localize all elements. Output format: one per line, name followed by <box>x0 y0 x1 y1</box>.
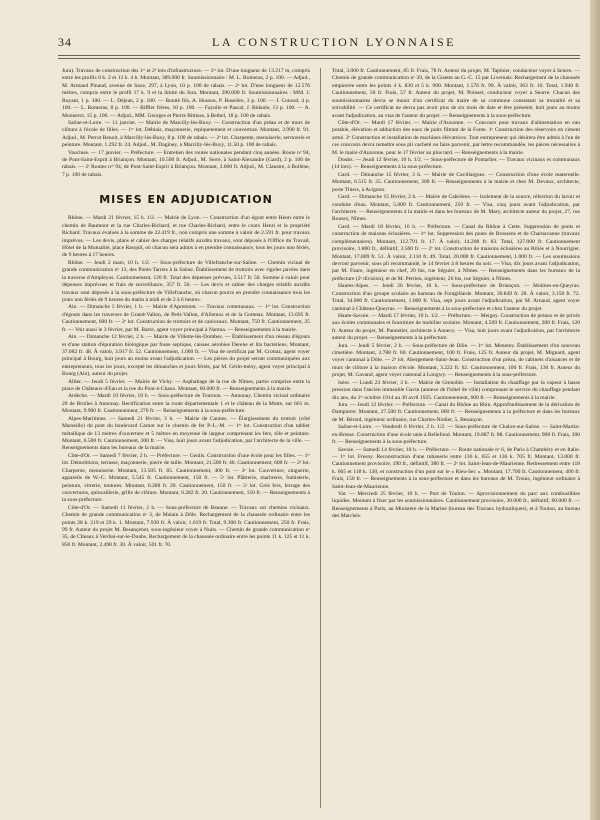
paragraph: Côte-d'Or. — Samedi 11 février, 2 h. — Sous-préfecture de Beaune. — Travaux sur chemins vicinaux. Chemin de grande communication nᵒ 3, de Malain à Dôle. Rechargement de la chaussée ordinaire entre les points 28 k. 219 et 29 k. 1. Montant, 7.930 fr. À valoir, 1.019 fr. Total, 9.300 fr. Cautionnement, 250 fr. Frais, 99 fr. Auteur du projet M. Besançenot, sous-ingénieur voyer à Nuits. — Chemin de grande communication nᵒ 35, de Cîteaux à Verdun-sur-le-Doubs. Rechargement de la chaussée ordinaire entre les points 11 k. 125 et 11 k. 850 fr. Montant, 2.498 fr. 30. À valoir, 501 fr. 70. <box>62 504 310 548</box>
paragraph: Gard. — Mardi 18 février, 10 h. — Préfecture. — Canal du Rhône à Cette. Suppression de ponts et construction de maisons éclusières. — 1ᵉʳ lot. Suppression des ponts de Brossens et de Charnavanne (travaux complémentaires). Montant, 112.791 fr. 17. À valoir, 14.208 fr. 83. Total, 127.000 fr. Cautionnement provisoire, 1.800 fr., définitif, 3.500 fr. — 2ᵉ lot. Construction de maisons éclusières au Riliès et à Nourrigier. Montant, 17.889 fr. 51. À valoir, 2.110 fr. 49. Total, 20.000 fr. Cautionnement, 1.000 fr. — Les soumissions devront parvenir, sous pli recommandé, le 14 février à 8 heures du soir. — Visa, dix jours avant l'adjudication, par M. Faure, ingénieur en chef, 20 bis, rue Séguier, à Nîmes. — Renseignements dans les bureaux de la préfecture (2ᵉ division), et de M. Perrieu, ingénieur, 26 bis, rue Séguier, à Nîmes. <box>332 223 580 282</box>
paragraph: Saône-et-Loire. — 11 janvier. — Mairie de Marcilly-lès-Buxy. — Construction d'un préau et de murs de clôture à l'école de filles. — 1ᵉʳ lot. Déblais, maçonnerie, repiquetement et couverture. Montant, 3.990 fr. 91. Adjud., M. Perrot Benoit, à Marcilly-lès-Buxy, 8 p. 100 de rabais. — 2ᵉ lot. Charpente, menuiserie, serrurerie et peinture. Montant, 1.292 fr. 24. Adjud., M. Daginey, à Marcilly-lès-Buxy, 11.50 p. 100 de rabais. <box>62 119 310 149</box>
paragraph: Gard. — Dimanche 15 février, 2 h. — Mairie de Cabrières. — Isolement de la source, réfection du lavoir et conduite d'eau. Montant, 5.000 fr. Cautionnement, 250 fr. — Visa, cinq jours avant l'adjudication, par l'architecte. — Renseignements à la mairie et dans les bureaux de M. Mary, architecte auteur du projet, 27, rue Rousey, Nîmes. <box>332 194 580 223</box>
paragraph: Doubs. — Jeudi 12 février, 10 h. 1/2. — Sous-préfecture de Pontarlier. — Travaux vicinaux et communaux (14 lots). — Renseignements à la sous-préfecture. <box>332 157 580 171</box>
paragraph: Gard. — Dimanche 15 février, 3 h. — Mairie de Cavillargues. — Construction d'une école maternelle. Montant, 6.515 fr. 35. Cautionnement, 300 fr. — Renseignements à la mairie et chez M. Devaux, architecte, porte Thiers, à Avignon. <box>332 171 580 193</box>
paragraph: Var. — Mercredi 25 février, 10 h. — Port de Toulon. — Aprovisionnement du parc aux combustibles liquides. Montant à fixer par les soumissionnaires. Cautionnement provisoire, 30.000 fr., définitif, 60.000 fr. — Renseignements à Paris, au Ministère de la Marine (bureau des Travaux hydrauliques), et à Toulon, au bureau des Marchés. <box>332 491 580 520</box>
paragraph: Vaucluse. — 17 janvier. — Préfecture. — Entretien des routes nationales pendant cinq années. Route nᵒ 94, de Pont-Saint-Esprit à Briançon. Montant, 10.500 fr. Adjud., M. Serre, à Saint-Alexandre (Gard), 2 p. 100 de rabais. — 2ᵉ Routes nᵒˢ 94, de Pont-Saint-Esprit à Briançon. Montant, 3.800 fr. Adjud., M. Claustre, à Bollène, 7 p. 100 de rabais. <box>62 149 310 178</box>
page-header <box>58 33 578 53</box>
page-number: 34 <box>58 35 72 49</box>
paragraph: Jura. — Jeudi 12 février. — Préfecture. — Canal du Rhône au Rhin. Approfondissement de la dérivation de Dampierre. Montant, 27.500 fr. Cautionnement, 800 fr. — Renseignements à la préfecture et dans les bureaux de M. Bérard, ingénieur ordinaire, rue Charles-Nodier, 5, Besançon. <box>332 401 580 423</box>
paragraph: Savoie. — Samedi 14 février, 10 h. — Préfecture. — Route nationale nᵒ 6, de Paris à Chambéry et en Italie. — 1ᵉʳ lot. Fresny. Reconstruction d'une rubanerie entre 136 k. 655 et 136 k. 705 fr. Montant, 13.000 fr. Cautionnement provisoire, 190 fr., définitif, 380 fr. — 2ᵉ lot. Saint-Jean-de-Maurienne. Redressement entre 118 k. 665 et 118 k. 130, et construction d'un pont sur le « Rieu-Sec ». Montant, 17.700 fr. Cautionnement, 400 fr. Frais, 150 fr. — Renseignements à la sous-préfecture et dans les bureaux de M. Trouis, ingénieur ordinaire à Saint-Jean-de-Maurienne. <box>332 446 580 490</box>
paragraph: Côte-d'Or. — Mardi 17 février. — Mairie d'Auxonne. — Concours pour travaux d'alimentation en eau potable, élévation et adduction des eaux de puits filtrant de la Fonte. 1ᵒ Construction des réservoirs en ciment armé. 2ᵒ Construction et installation de machines élévatrices. Tout entrepreneur qui désirera être admis à l'un de ces concours devra remettre sous pli cacheté ou faire parvenir, par lettre recommandée, les pièces nécessaires à M. le maire d'Auxonne, pour le 17 février au plus tard. — Renseignements à la mairie. <box>332 119 580 156</box>
paragraph: Isère. — Lundi 23 février, 3 h. — Mairie de Grenoble. — Installation du chauffage par la vapeur à basse pression dans l'ancien immeuble Gavin (annexe de l'hôtel de ville) comprenant le service du chauffage pendant dix ans, du 1ᵉʳ octobre 1914 au 30 avril 1925. Cautionnement, 600 fr. — Renseignements à la mairie. <box>332 379 580 401</box>
running-title: LA CONSTRUCTION LYONNAISE <box>212 35 456 49</box>
header-rule-double <box>58 58 580 59</box>
paragraph: Allier. — Jeudi 5 février. — Mairie de Vichy. — Asphaltage de la rue de Nîmes, partie comprise entre la place de Châteaux-d'Eau et la rue du Pont-à-Chaux. Montant, 60.000 fr. — Renseignements à la mairie. <box>62 378 310 393</box>
page-gutter-shadow <box>590 0 600 820</box>
paragraph: Saône-et-Loire. — Vendredi 6 février, 2 h. 1/2. — Sous-préfecture de Chalon-sur-Saône. — Saint-Martin-en-Bresse. Construction d'une école unie à Bellefond. Montant, 19.887 fr. 88. Cautionnement, 900 fr. Frais, 300 fr. — Renseignements à la sous-préfecture. <box>332 424 580 446</box>
paragraph: Ardèche. — Mardi 10 février, 10 h. — Sous-préfecture de Tournon. — Annonay. Chemin vicinal ordinaire 20 de Brolles à Annonay. Rectification entre la route départementale 1 et le château de la Motte, sur 661 m. Montant, 9.900 fr. Cautionnement, 270 fr. — Renseignements à la sous-préfecture. <box>62 393 310 415</box>
paragraph: Alpes-Maritimes. — Samedi 21 février, 3 h. — Mairie de Cannes. — Élargissement du trottoir (côté Marseille) du pont du boulevard Carnot sur le chemin de fer P.-L.-M. — 1ᵉʳ lot. Construction d'un tablier métallique de 13 mètres d'ouverture et 5 mètres en moyenne de largeur comprenant les fers, tôle et peinture. Montant, 6.500 fr. Cautionnement, 300 fr. — Visa, huit jours avant l'adjudication, par l'architecte de la ville. — Renseignements dans les bureaux de la mairie. <box>62 415 310 452</box>
paragraph: Ain. — Dimanche 12 février, 2 h. — Mairie de Villette-lès-Dombes. — Établissement d'un réseau d'égouts et d'une station d'épuration biologique par fosse septique, caisses aérobies Derene et lits bactériens. Montant, 37.082 fr. 48. À valoir, 3.917 fr. 52. Cautionnement, 1.000 fr. — Visa de certificat par M. Crottaz, agent voyer principal à Bourg, huit jours au moins avant l'adjudication. — Les pièces du projet seront communiquées aux entrepreneurs, tous les jours, excepté les dimanches et jours fériés, par M. Gérin-mény, agent voyer principal à Bourg (Ain), auteur du projet. <box>62 334 310 378</box>
paragraph: Jura. — Jeudi 5 février, 2 h. — Sous-préfecture de Dôle. — 1ᵉʳ lot. Menotey. Établissement d'un nouveau cimetière. Montant, 3.788 fr. 60. Cautionnement, 100 fr. Frais, 125 fr. Auteur du projet, M. Mignard, agent voyer cantonal à Dôle. — 2ᵉ lot. Abergement-Saint-Jean. Construction d'un préau, de cabinets d'aisances et de murs de clôture à la maison d'école. Montant, 3.222 fr. 62. Cautionnement, 100 fr. Frais, 130 fr. Auteur du projet, M. Gavand, agent voyer cantonal à Longwy. — Renseignements à la sous-préfecture. <box>332 342 580 379</box>
header-rule <box>58 55 580 56</box>
paragraph: Côte-d'Or. — Samedi 7 février, 2 h. — Préfecture. — Genlis. Construction d'une école pour les filles. — 1ᵉʳ lot. Démolitions, terrasse, maçonnerie, pierre de taille. Montant, 21.500 fr. 40. Cautionnement, 600 fr. — 2ᵉ lot. Charpente, menuiserie. Montant, 13.505 fr. 85. Cautionnement, 400 fr. — 3ᵉ lot. Couverture, zinguerie, appareils de W.-C. Montant, 5.545 fr. Cautionnement, 150 fr. — 5ᵉ lot. Plâtrerie, marbrerie, fumisterie, peinture, vitrerie, tentures. Montant, 6.288 fr. 20. Cautionnement, 150 fr. — 5ᵉ lot. Grès fers, ferrage des couvertures, quincaillerie, grille de clôture. Montant, 6.282 fr. 20. Cautionnement, 150 fr. — Renseignements à la sous-préfecture. <box>62 452 310 504</box>
right-column <box>332 68 580 808</box>
section-title: MISES EN ADJUDICATION <box>99 193 273 207</box>
paragraph: Jura). Travaux de construction des 1ᵉʳ et 2ᵉ lots d'infrastructure. — 1ᵉʳ lot. D'une longueur de 13.217 m, compris entre les profils 0 k. 2 et 13 k. 4 h. Montant, 389.000 fr. Soumissionnaire : M. L. Romeras, 2 p. 100. — Adjud., M. Armand Pinaud, avenue de Saxe, 297, à Lyon, 10 p. 100 de rabais. — 2ᵉ lot. D'une longueur de 12.576 mètres, compris entre le profil 17 k. 9 et la limite du Jura. Montant, 290.000 fr. Soumissionnaires : MM. J. Ruyant, 1 p. 100. — L. Déjean, 2 p. 100. — Bouttè fils, A. Husson, P. Bussière, 3 p. 100. — J. Conord, 4 p. 100. — L. Romeras, 8 p. 100. — Biffler frères, 10 p. 100. — Fayolle et Pascal, J. Bidaule, 13 p. 100. — A. Monnerot, 15 p. 100. — Adjud., MM. Georges et Pierre Bittisse, à Bethel, 18 p. 100 de rabais. <box>62 68 310 119</box>
column-divider <box>320 68 321 808</box>
left-column <box>62 68 310 808</box>
paragraph: Ain. — Dimanche 5 février, 1 h. — Mairie d'Apremont. — Travaux communaux. — 1ᵉʳ lot. Construction d'égouts dans les traverses de Grand-Vallon, de Petit-Vallon, d'Allemoz et de la Gottetaz. Montant, 13.695 fr. Cautionnement, 600 fr. — 2ᵉ lot. Construction de trottoirs et de caniveaux. Montant, 750 fr. Cautionnement, 25 fr. — Voir aussi le 3 février, par M. Barre, agent voyer principal à Nantua. — Renseignements à la mairie. <box>62 304 310 333</box>
paragraph: Hautes-Alpes. — Jeudi 26 février, 10 h. — Sous-préfecture de Briançon. — Molines-en-Queyras. Construction d'un groupe scolaire au hameau de Fontgillarde. Montant, 30.849 fr. 28. À valoir, 3.150 fr. 72. Total, 34.000 fr. Cautionnement, 1.000 fr. Visa, sept jours avant l'adjudication, par M. Arnaud, agent voyer cantonal à Château-Queyras. — Renseignements à la sous-préfecture et chez l'auteur du projet. <box>332 283 580 312</box>
paragraph: Haute-Savoie. — Mardi 17 février, 10 h. 1/2. — Préfecture. — Meigny. Construction de préaux et de privés aux écoles communales et fourniture de mobilier scolaire. Montant, 4.509 fr. Cautionnement, 200 fr. Frais, 120 fr. Auteur du projet, M. Pannetier, architecte à Annecy. — Visa, huit jours avant l'adjudication, par l'architecte auteur du projet. — Renseignements à la préfecture. <box>332 312 580 342</box>
paragraph: Rhône. — Jeudi 2 mars, 10 h. 1/2. — Sous-préfecture de Villefranche-sur-Saône. — Chemin vicinal de grande communication nᵒ 13, des Ponts-Tarrets à la Saône. Établissement de trottoirs avec rigoles pavées dans la traverse d'Ampleyus. Cautionnement, 120 fr. Total des dépenses prévues, 3.517 fr. 50. Somme à valoir pour dépenses imprévues et frais de surveillance, 357 fr. 50. — Les devis et cahier des charges relatifs auxdits travaux sont déposés à la sous-préfecture de Villefranche, où chacun pourra en prendre connaissance tous les jours non fériés de 9 heures du matin à midi et de 2 à 6 heures. <box>62 259 310 303</box>
paragraph: Rhône. — Mardi 21 février, 15 h. 1/2. — Mairie de Lyon. — Construction d'un égout entre Henri entre le chemin de Baumont et la rue Charles-Richard, et rue Charles-Richard, entre le cours Henri et la propriété Richard. Travaux évalués à la somme de 22.419 fr., non compris une somme à valoir de 2.591 fr. pour travaux imprévus. — Les devis, plans et cahier des charges relatifs auxdits travaux, sont déposés à l'Office du Travail, Hôtel de la Mutualité, place Rasquil, où chacun sera admis à en prendre connaissance, tous les jours non fériés, de 9 heures à 17 heures. <box>62 215 310 259</box>
paragraph: Total, 3.000 fr. Cautionnement, 85 fr. Frais, 78 fr. Auteur du projet, M. Tapinier, conducteur voyer à Seurre. — Chemin de grande communication nᵒ 39, de la Gisette au G.-C. 15 par Livernais. Rechargement de la chaussée empierrée entre les points 4 k. 830 et 5 k. 900. Montant, 1.576 fr. 90. À valoir, 363 fr. 10. Total, 1.940 fr. Cautionnement, 50 fr. Frais, 57 fr. Auteur du projet, M. Poinset, conducteur voyer à Seurre. Chacun des soumissionnaires devra se munir d'un certificat du maire de sa commune constatant sa moralité et sa solvabilité. — Ce certificat ne devra pas avoir plus de six mois de date et être présenté, huit jours au moins avant l'adjudication, au visa de l'auteur du projet. — Renseignements à la sous-préfecture. <box>332 68 580 119</box>
